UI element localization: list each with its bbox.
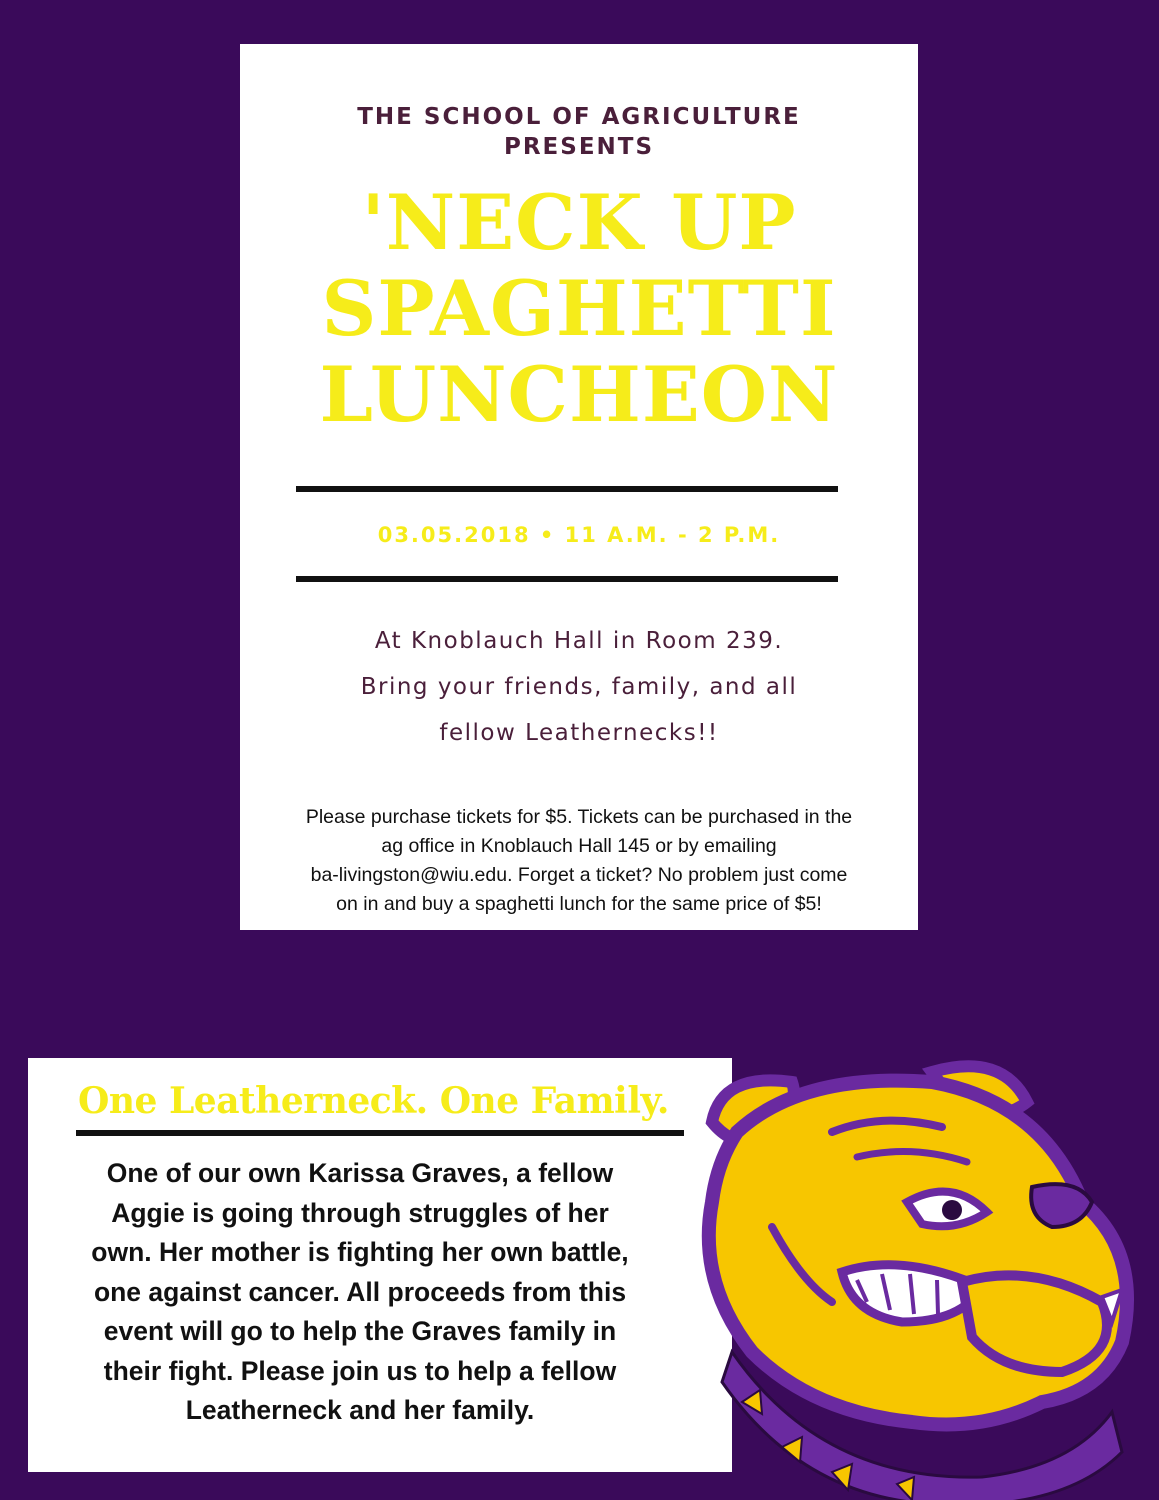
location-text (240, 618, 918, 756)
location-line: Bring your friends, family, and all (360, 674, 798, 700)
title-line: SPAGHETTI (321, 264, 837, 353)
story-line: One of our own Karissa Graves, a fellow (106, 1158, 614, 1188)
event-flyer-card (240, 44, 918, 930)
divider (296, 486, 838, 492)
cause-story (28, 1154, 692, 1431)
story-line: one against cancer. All proceeds from this (93, 1276, 627, 1307)
divider (296, 576, 838, 582)
story-line: Aggie is going through struggles of her (111, 1197, 609, 1228)
location-line: At Knoblauch Hall in Room 239. (374, 628, 784, 654)
presenter-line: PRESENTS (503, 134, 655, 160)
location-line: fellow Leathernecks!! (439, 720, 719, 746)
story-line: event will go to help the Graves family in (103, 1316, 617, 1346)
ticket-line: ag office in Knoblauch Hall 145 or by emailing (381, 835, 777, 857)
story-line: Leatherneck and her family. (185, 1395, 535, 1425)
presenter-line: THE SCHOOL OF AGRICULTURE (357, 104, 801, 130)
presenter-heading (240, 102, 918, 162)
cause-card (28, 1058, 732, 1472)
ticket-info (240, 803, 918, 919)
ticket-line: on in and buy a spaghetti lunch for the same price of $5! (336, 893, 822, 915)
event-title (240, 180, 918, 438)
event-datetime: 03.05.2018 • 11 A.M. - 2 P.M. (377, 523, 781, 547)
title-line: LUNCHEON (319, 350, 839, 439)
title-line: 'NECK UP (361, 178, 797, 267)
ticket-line: ba-livingston@wiu.edu. Forget a ticket? No problem just come (310, 864, 848, 886)
cause-tagline: One Leatherneck. One Family. (78, 1080, 669, 1122)
divider (76, 1130, 684, 1136)
bulldog-mascot-icon (682, 1052, 1159, 1500)
ticket-line: Please purchase tickets for $5. Tickets can be purchased in the (305, 806, 853, 828)
story-line: own. Her mother is fighting her own battle, (91, 1237, 629, 1267)
story-line: their fight. Please join us to help a fellow (103, 1355, 617, 1386)
